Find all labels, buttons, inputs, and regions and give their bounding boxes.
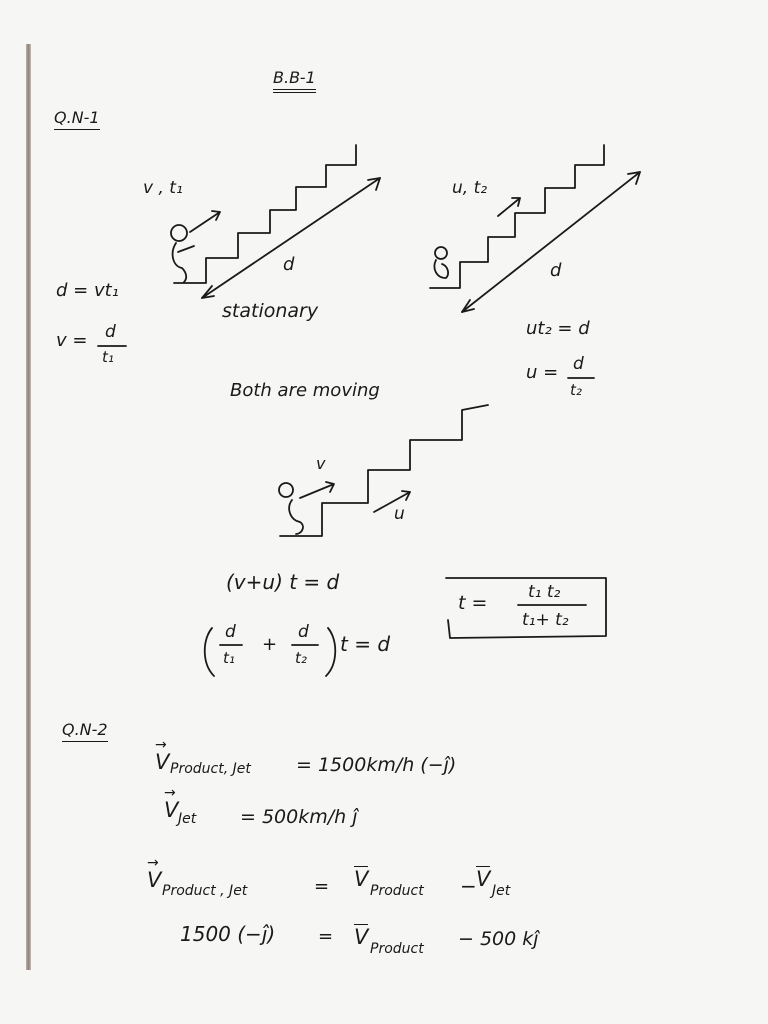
moving-equation-2-lhs: u = <box>526 362 559 383</box>
q2-line-3-subscript: Product , Jet <box>162 883 248 899</box>
derivation-line-1: (v+u) t = d <box>226 570 340 594</box>
q2-line-4-rhs: − 500 kĵ <box>458 928 539 950</box>
q2-line-4-lhs: 1500 (−ĵ) <box>180 922 276 946</box>
q2-line-2-vector: V <box>164 798 179 822</box>
moving-distance-label: d <box>550 260 562 281</box>
result-numerator: t₁ t₂ <box>528 582 561 602</box>
derivation-fraction-1-den: t₁ <box>223 649 235 667</box>
staircase-stationary <box>171 145 380 298</box>
q2-line-3-arrow: → <box>147 855 159 871</box>
stationary-equation-1: d = vt₁ <box>56 280 119 301</box>
stationary-speed-time-label: v , t₁ <box>143 178 183 198</box>
result-denominator: t₁+ t₂ <box>522 610 569 630</box>
derivation-plus: + <box>262 634 278 655</box>
moving-speed-time-label: u, t₂ <box>452 178 488 198</box>
q2-line-3-v-product-subscript: Product <box>370 883 424 899</box>
q2-line-2-arrow: → <box>164 785 176 801</box>
question-1-label: Q.N-1 <box>54 110 100 130</box>
stationary-equation-2-lhs: v = <box>56 330 88 351</box>
stationary-caption: stationary <box>222 300 319 322</box>
stationary-equation-2-num: d <box>105 322 116 342</box>
derivation-fraction-1-num: d <box>225 622 236 642</box>
q2-line-1-arrow: → <box>155 737 167 753</box>
q2-line-4-equals: = <box>318 926 334 947</box>
q2-line-3-v-jet-subscript: Jet <box>492 883 511 899</box>
result-lhs: t = <box>458 592 488 614</box>
page-title: B.B-1 <box>273 70 316 93</box>
q2-line-3-v-product: V <box>354 867 369 891</box>
q2-line-4-v-product: V <box>354 925 369 949</box>
q2-line-3-v-jet: V <box>476 867 491 891</box>
q2-line-3-equals: = <box>314 876 330 897</box>
both-moving-u-label: u <box>394 504 405 524</box>
q2-line-1-vector: V <box>155 750 170 774</box>
q2-line-4-v-product-subscript: Product <box>370 941 424 957</box>
question-2-label: Q.N-2 <box>62 722 108 742</box>
both-moving-v-label: v <box>316 454 326 473</box>
moving-equation-2-den: t₂ <box>570 381 582 399</box>
staircase-moving <box>430 145 640 312</box>
derivation-fraction-2-num: d <box>298 622 309 642</box>
derivation-line-2-tail: t = d <box>340 632 391 656</box>
q2-line-2-subscript: Jet <box>178 811 197 827</box>
q2-line-3-minus: − <box>460 874 477 898</box>
q2-line-1-subscript: Product, Jet <box>170 761 251 777</box>
q2-line-3-vector: V <box>147 868 162 892</box>
stationary-distance-label: d <box>283 254 295 275</box>
derivation-fraction-2-den: t₂ <box>295 649 307 667</box>
q2-line-2-rhs: = 500km/h ĵ <box>240 806 358 828</box>
stationary-equation-2-den: t₁ <box>102 348 114 366</box>
moving-equation-2-num: d <box>573 354 584 374</box>
both-moving-caption: Both are moving <box>230 380 380 401</box>
q2-line-1-rhs: = 1500km/h (−ĵ) <box>296 754 457 776</box>
staircase-both-moving <box>279 405 488 536</box>
moving-equation-1: ut₂ = d <box>526 318 590 339</box>
